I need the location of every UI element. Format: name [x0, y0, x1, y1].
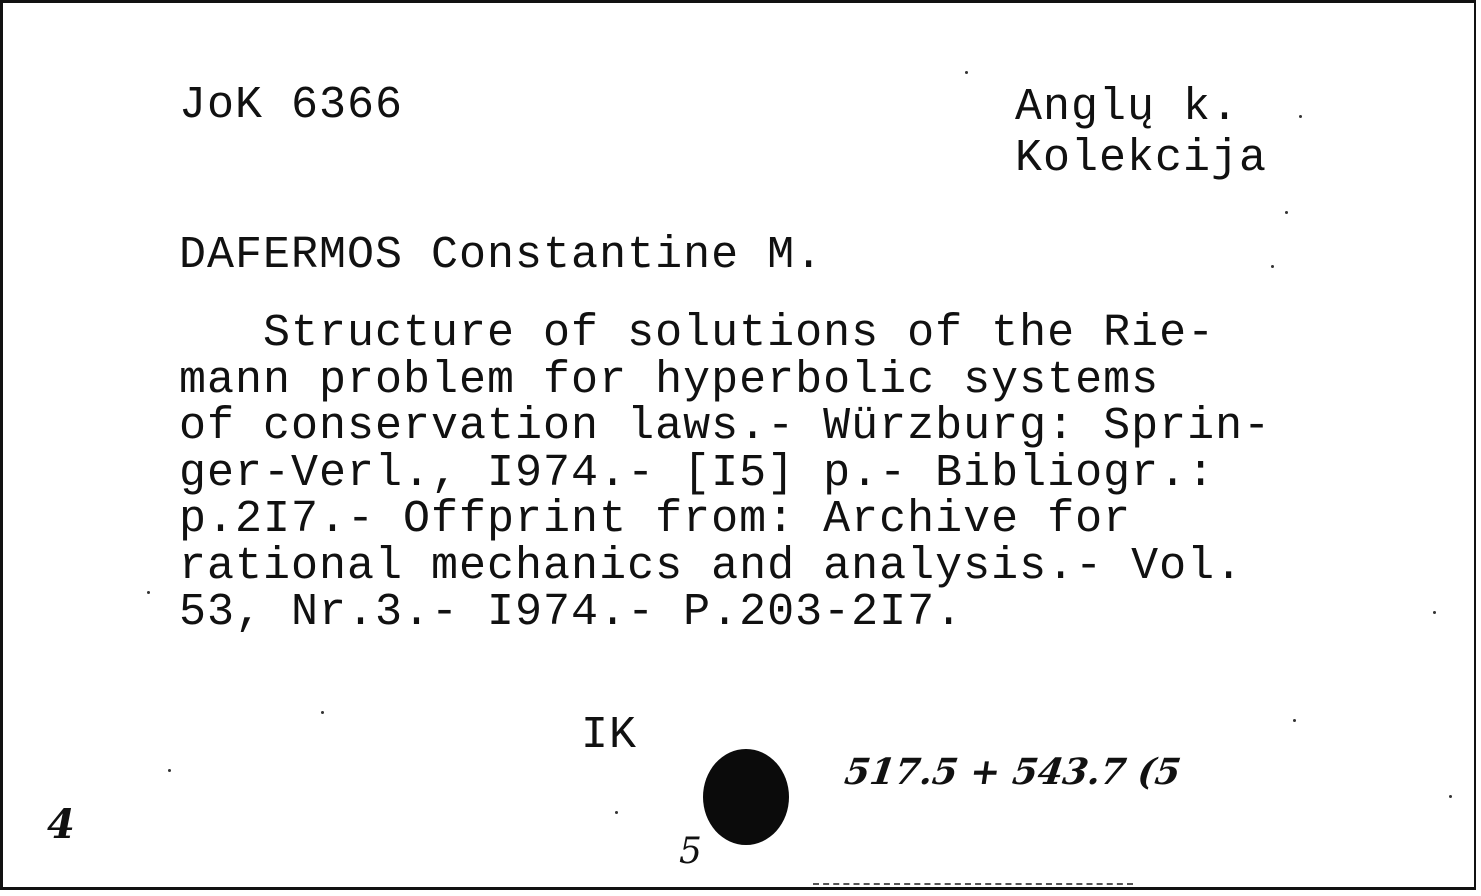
- scan-speck: [965, 71, 968, 74]
- author-heading: DAFERMOS Constantine M.: [179, 230, 824, 281]
- punch-hole: [703, 749, 789, 845]
- description-line: rational mechanics and analysis.- Vol.: [179, 540, 1244, 592]
- scan-edge-dash: [813, 883, 1133, 885]
- handwritten-classification: 517.5 + 543.7 (5: [842, 751, 1184, 793]
- call-number: JoK 6366: [179, 80, 404, 131]
- handwritten-bottom-mark: 5: [679, 831, 702, 872]
- scan-speck: [1293, 719, 1296, 722]
- scan-speck: [147, 591, 150, 594]
- scan-speck: [1449, 795, 1452, 798]
- scan-speck: [321, 711, 324, 714]
- scan-speck: [1285, 211, 1288, 214]
- scan-speck: [168, 769, 171, 772]
- collection-language: Anglų k.: [1015, 82, 1240, 133]
- scan-speck: [615, 811, 618, 814]
- bibliographic-description: [179, 308, 1272, 638]
- description-line: ger-Verl., I974.- [I5] p.- Bibliogr.:: [179, 447, 1216, 499]
- scan-speck: [1271, 265, 1274, 268]
- description-line: p.2I7.- Offprint from: Archive for: [179, 494, 1132, 545]
- description-line: of conservation laws.- Würzburg: Sprin-: [179, 401, 1272, 452]
- ik-mark: IK: [581, 710, 638, 761]
- description-line: 53, Nr.3.- I974.- P.203-2I7.: [179, 587, 964, 638]
- handwritten-left-mark: 4: [47, 801, 75, 848]
- collection-label: Kolekcija: [1015, 133, 1268, 184]
- description-line: Structure of solutions of the Rie-: [179, 308, 1216, 359]
- scan-speck: [1433, 611, 1436, 614]
- scan-speck: [1299, 115, 1302, 118]
- description-line: mann problem for hyperbolic systems: [179, 354, 1160, 406]
